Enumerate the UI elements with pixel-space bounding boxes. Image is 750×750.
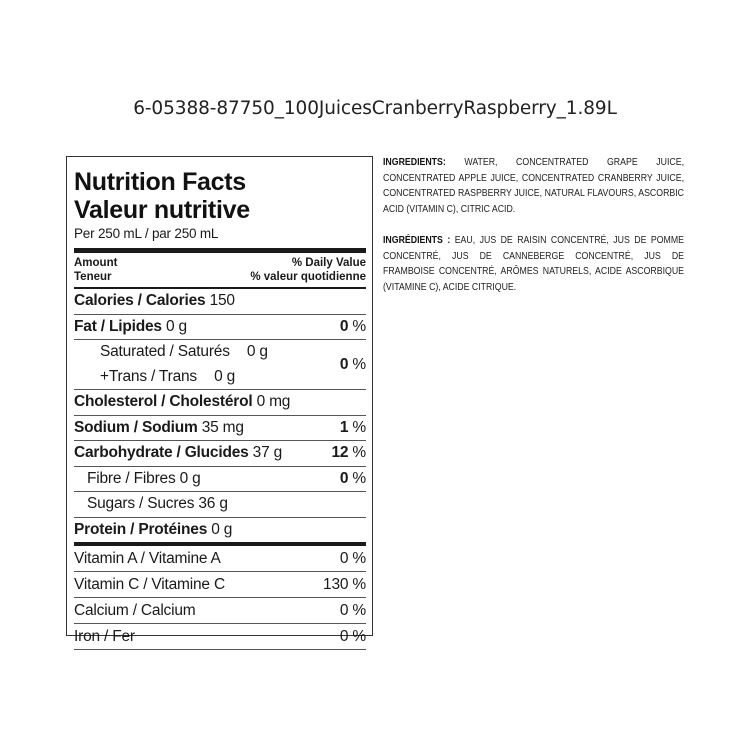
vitamin-label: Vitamin A / Vitamine A — [74, 549, 221, 567]
nutrient-row-fibre — [74, 467, 366, 493]
nutrient-label: Protein / Protéines — [74, 520, 208, 538]
pct-suffix: % — [348, 469, 366, 487]
nutrient-label: Sodium / Sodium — [74, 418, 198, 436]
vitamin-pct: 130 % — [323, 575, 366, 593]
nutrient-pct: 0 — [339, 355, 349, 373]
nutrient-row-saturated-trans — [74, 340, 366, 390]
ingredients-text-en: WATER, CONCENTRATED GRAPE JUICE, CONCENTRATED APPLE JUICE, CONCENTRATED CRANBERRY JUICE, CONCENTRATED RASPBERRY JUICE, NATURAL FLAVOURS, ASCORBIC ACID (VITAMIN C), CITRIC ACID. — [383, 157, 684, 215]
nutrient-pct: 1 — [339, 418, 349, 436]
nutrient-label: Cholesterol / Cholestérol — [74, 393, 253, 411]
nutrient-row-calories — [74, 289, 366, 315]
nutrient-row-protein — [74, 518, 366, 543]
nutrition-title-fr: Valeur nutritive — [74, 196, 250, 224]
vitamin-pct: 0 % — [339, 601, 366, 619]
nutrient-pct: 12 — [331, 444, 349, 462]
nutrient-amount: 0 mg — [256, 393, 291, 411]
nutrient-row-sugars — [74, 492, 366, 518]
nutrient-amount: 0 g — [246, 343, 268, 360]
nutrient-label: Calories / Calories — [74, 292, 206, 310]
nutrient-amount: 0 g — [211, 520, 233, 538]
nutrient-row-sodium — [74, 416, 366, 442]
nutrient-row-cholesterol — [74, 390, 366, 416]
pct-suffix: % — [348, 444, 366, 462]
amount-label-fr: Teneur — [74, 271, 112, 283]
nutrient-amount: 37 g — [252, 444, 283, 462]
amount-label-en: Amount — [74, 257, 118, 269]
vitamin-row-iron — [74, 624, 366, 650]
vitamin-label: Iron / Fer — [74, 627, 135, 645]
ingredients-label-en: INGREDIENTS: — [383, 157, 446, 168]
nutrient-amount: 35 mg — [201, 418, 244, 436]
pct-suffix: % — [348, 418, 366, 436]
nutrient-label: Fat / Lipides — [74, 317, 162, 335]
ingredients-french — [383, 233, 684, 295]
nutrient-label: Carbohydrate / Glucides — [74, 444, 249, 462]
vitamin-pct: 0 % — [339, 549, 366, 567]
nutrient-amount: 150 — [209, 292, 235, 310]
nutrition-title-en: Nutrition Facts — [74, 168, 246, 196]
ingredients-label-fr: INGRÉDIENTS : — [383, 235, 451, 246]
vitamin-label: Vitamin C / Vitamine C — [74, 575, 225, 593]
nutrient-row-fat — [74, 315, 366, 341]
nutrient-amount: 36 g — [198, 495, 228, 513]
nutrient-label: Sugars / Sucres — [87, 495, 195, 513]
daily-value-label-fr: % valeur quotidienne — [250, 271, 366, 283]
vitamin-row-calcium — [74, 598, 366, 624]
daily-value-label-en: % Daily Value — [291, 257, 366, 269]
column-header — [74, 253, 366, 287]
pct-suffix: % — [348, 317, 366, 335]
nutrition-facts-table — [66, 156, 373, 645]
nutrient-label: +Trans / Trans — [100, 367, 197, 385]
nutrient-row-carbohydrate — [74, 441, 366, 467]
nutrient-pct: 0 — [339, 469, 349, 487]
vitamin-pct: 0 % — [339, 627, 366, 645]
ingredients-text-fr: EAU, JUS DE RAISIN CONCENTRÉ, JUS DE POMME CONCENTRÉ, JUS DE CANNEBERGE CONCENTRÉ, JUS DE FRAMBOISE CONCENTRÉ, ARÔMES NATURELS, ACIDE ASCORBIQUE (VITAMINE C), ACIDE CITRIQUE. — [383, 235, 684, 293]
vitamin-label: Calcium / Calcium — [74, 601, 196, 619]
file-title: 6-05388-87750_100JuicesCranberryRaspberry_1.89L — [133, 98, 617, 119]
vitamin-row-c — [74, 572, 366, 598]
nutrient-label: Fibre / Fibres — [87, 469, 176, 487]
nutrient-amount: 0 g — [214, 367, 236, 385]
ingredients-english — [383, 155, 684, 217]
nutrient-amount: 0 g — [165, 317, 187, 335]
pct-suffix: % — [348, 355, 366, 373]
nutrient-amount: 0 g — [179, 469, 201, 487]
nutrient-pct: 0 — [339, 317, 349, 335]
vitamin-row-a — [74, 546, 366, 572]
nutrient-label: Saturated / Saturés — [100, 343, 230, 360]
serving-size: Per 250 mL / par 250 mL — [74, 226, 219, 241]
